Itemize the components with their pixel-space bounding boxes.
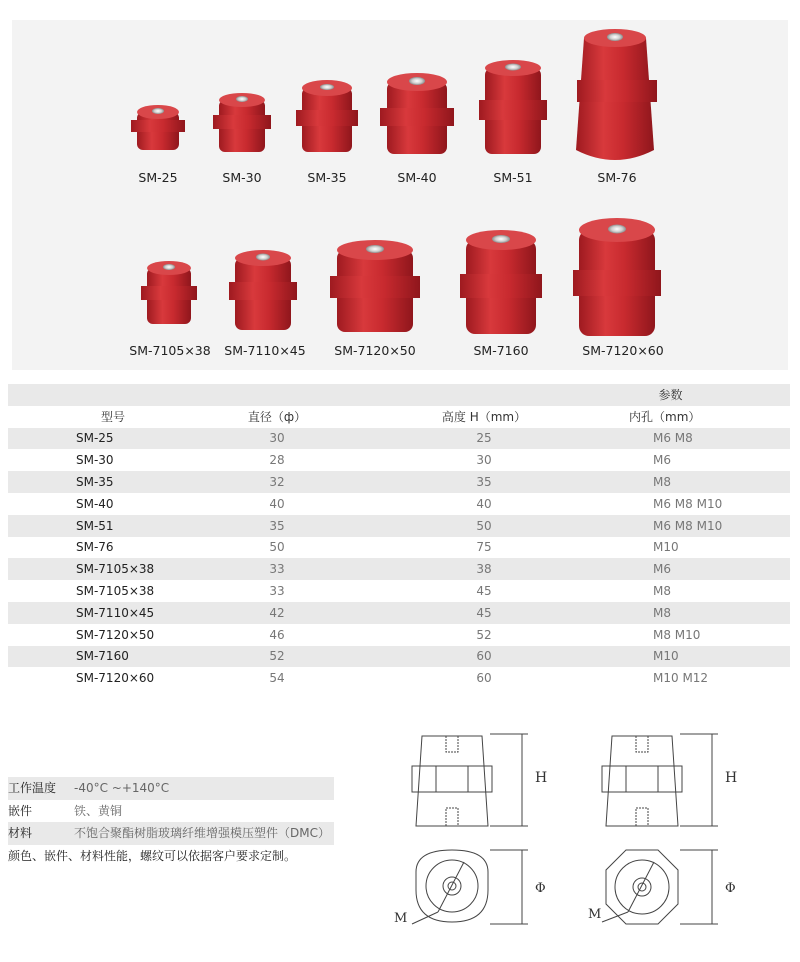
cell-bore: M6 M8 M10 xyxy=(653,518,723,533)
cell-bore: M8 xyxy=(653,605,671,620)
table-row xyxy=(8,580,790,602)
cell-model: SM-40 xyxy=(76,496,114,511)
cell-diameter: 52 xyxy=(269,649,285,664)
insulator-sm-7120x60 xyxy=(573,218,661,336)
product-label: SM-7160 xyxy=(473,343,529,358)
property-value: -40°C ~+140°C xyxy=(74,781,170,795)
product-label: SM-7105×38 xyxy=(129,343,211,358)
cell-height: 75 xyxy=(476,540,492,555)
insulator-sm-35 xyxy=(296,80,358,152)
insulator-sm-7110x45 xyxy=(229,250,297,330)
column-header-model: 型号 xyxy=(101,410,126,425)
cell-diameter: 35 xyxy=(269,518,285,533)
cell-bore: M8 xyxy=(653,475,671,490)
diameter-label: Φ xyxy=(725,881,736,896)
cell-model: SM-7105×38 xyxy=(76,584,155,599)
cell-diameter: 33 xyxy=(269,584,285,599)
product-photo-panel xyxy=(12,20,788,370)
property-key: 工作温度 xyxy=(8,781,57,795)
cell-height: 35 xyxy=(476,475,492,490)
cell-height: 30 xyxy=(476,453,492,468)
cell-height: 38 xyxy=(476,562,492,577)
cell-height: 45 xyxy=(476,584,492,599)
cell-bore: M6 xyxy=(653,453,671,468)
cell-bore: M10 xyxy=(653,649,679,664)
cell-diameter: 32 xyxy=(269,475,285,490)
product-label: SM-7120×60 xyxy=(582,343,664,358)
cell-bore: M6 M8 M10 xyxy=(653,496,723,511)
property-value: 铁、黄铜 xyxy=(74,803,123,818)
column-header-diameter: 直径（ф） xyxy=(247,410,307,425)
cell-diameter: 54 xyxy=(269,671,285,686)
insulator-sm-7160 xyxy=(460,230,542,334)
insulator-sm-76 xyxy=(576,29,657,160)
product-label: SM-7120×50 xyxy=(334,343,416,358)
cell-bore: M6 M8 xyxy=(653,431,693,446)
property-row xyxy=(8,822,334,845)
cell-model: SM-30 xyxy=(76,453,114,468)
table-row xyxy=(8,602,790,624)
cell-height: 52 xyxy=(476,627,492,642)
table-row xyxy=(8,667,790,689)
cell-model: SM-25 xyxy=(76,431,114,446)
product-label: SM-7110×45 xyxy=(224,343,306,358)
table-body xyxy=(8,428,790,690)
drawing-hex-svg xyxy=(580,722,750,932)
insulator-sm-7120x50 xyxy=(330,240,420,332)
thread-label: M xyxy=(394,911,408,926)
table-row xyxy=(8,428,790,450)
cell-diameter: 28 xyxy=(269,453,285,468)
product-illustrations xyxy=(12,20,788,370)
cell-model: SM-7110×45 xyxy=(76,605,155,620)
cell-diameter: 30 xyxy=(269,431,285,446)
technical-drawing-round xyxy=(390,722,560,932)
cell-height: 25 xyxy=(476,431,492,446)
cell-bore: M8 M10 xyxy=(653,627,701,642)
product-label: SM-35 xyxy=(307,170,347,185)
cell-model: SM-7120×60 xyxy=(76,671,155,686)
table-row xyxy=(8,624,790,646)
cell-model: SM-35 xyxy=(76,475,114,490)
cell-bore: M6 xyxy=(653,562,671,577)
table-row xyxy=(8,493,790,515)
cell-model: SM-76 xyxy=(76,540,114,555)
insulator-sm-30 xyxy=(213,93,271,152)
insulator-sm-40 xyxy=(380,73,454,154)
product-label: SM-25 xyxy=(138,170,178,185)
cell-model: SM-7160 xyxy=(76,649,129,664)
table-row xyxy=(8,471,790,493)
column-header-height: 高度 H（mm） xyxy=(441,410,527,425)
cell-diameter: 50 xyxy=(269,540,285,555)
cell-height: 60 xyxy=(476,671,492,686)
cell-bore: M10 xyxy=(653,540,679,555)
product-label: SM-40 xyxy=(397,170,437,185)
cell-model: SM-7120×50 xyxy=(76,627,155,642)
table-header-row xyxy=(8,406,790,428)
column-header-bore: 内孔（mm） xyxy=(629,410,701,425)
spec-table xyxy=(8,384,790,689)
insulator-sm-25 xyxy=(131,105,185,150)
insulator-sm-51 xyxy=(479,60,547,154)
cell-diameter: 40 xyxy=(269,496,285,511)
height-label: H xyxy=(725,770,738,786)
cell-diameter: 46 xyxy=(269,627,285,642)
property-row xyxy=(8,777,334,800)
cell-height: 60 xyxy=(476,649,492,664)
property-row xyxy=(8,800,334,823)
cell-bore: M10 M12 xyxy=(653,671,709,686)
customization-note: 颜色、嵌件、材料性能，螺纹可以依据客户要求定制。 xyxy=(8,848,297,863)
cell-model: SM-51 xyxy=(76,518,114,533)
cell-bore: M8 xyxy=(653,584,671,599)
cell-height: 45 xyxy=(476,605,492,620)
product-label: SM-76 xyxy=(597,170,637,185)
technical-drawing-hex xyxy=(580,722,750,932)
table-row xyxy=(8,558,790,580)
table-row xyxy=(8,646,790,668)
cell-height: 50 xyxy=(476,518,492,533)
property-key: 嵌件 xyxy=(8,803,33,818)
table-group-header-row xyxy=(8,384,790,406)
diameter-label: Φ xyxy=(535,881,546,896)
table-row xyxy=(8,515,790,537)
thread-label: M xyxy=(588,907,602,922)
table-row xyxy=(8,537,790,559)
cell-diameter: 33 xyxy=(269,562,285,577)
height-label: H xyxy=(535,770,548,786)
table-row xyxy=(8,449,790,471)
insulator-sm-7105x38 xyxy=(141,261,197,324)
cell-height: 40 xyxy=(476,496,492,511)
group-header: 参数 xyxy=(658,388,683,403)
cell-model: SM-7105×38 xyxy=(76,562,155,577)
drawing-round-svg xyxy=(390,722,560,932)
product-label: SM-51 xyxy=(493,170,533,185)
cell-diameter: 42 xyxy=(269,605,285,620)
product-label: SM-30 xyxy=(222,170,262,185)
properties-list xyxy=(8,777,334,867)
property-key: 材料 xyxy=(8,826,33,840)
property-value: 不饱合聚酯树脂玻璃纤维增强模压塑件（DMC） xyxy=(74,826,330,840)
